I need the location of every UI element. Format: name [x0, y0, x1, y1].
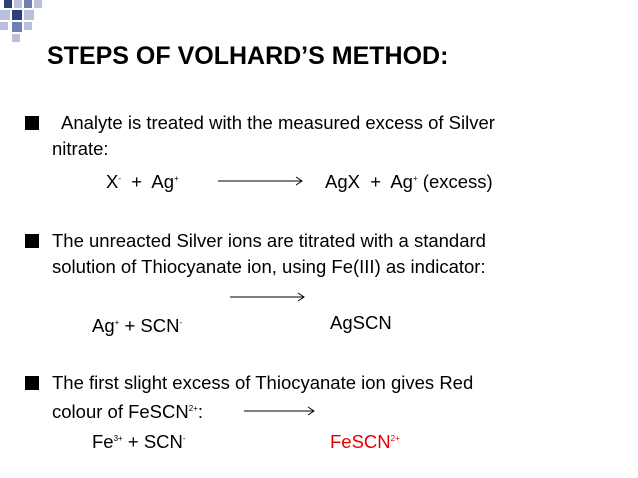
eq1-r2: Ag: [151, 171, 175, 193]
step2-line1: The unreacted Silver ions are titrated with a standard: [52, 230, 486, 251]
reaction-arrow-icon: [242, 406, 318, 416]
equation-2-reactants: [92, 312, 182, 337]
equation-3-reactants: [92, 428, 186, 453]
eq1-plus: +: [131, 171, 143, 193]
eq2-r1-charge: +: [114, 318, 120, 327]
step2-line2: solution of Thiocyanate ion, using Fe(III) as indicator:: [52, 256, 486, 277]
step3-line2-colon: :: [197, 401, 204, 423]
eq1-p1: AgX: [325, 171, 360, 193]
step3-line2-text: colour of FeSCN: [52, 401, 189, 423]
eq3-r1: Fe: [92, 431, 114, 453]
eq3-plus: +: [127, 431, 139, 453]
equation-1-products: [325, 168, 493, 193]
equation-1-reactants: [106, 168, 179, 193]
eq3-r1-charge: 3+: [113, 434, 123, 443]
eq1-r2-charge: +: [174, 174, 179, 183]
equation-3-product: [330, 428, 400, 453]
step1-line2: nitrate:: [52, 138, 109, 159]
eq2-r2-charge: -: [179, 318, 183, 327]
eq2-plus: +: [124, 315, 136, 337]
bullet-square-icon: [25, 376, 39, 390]
eq1-p2-charge: +: [412, 174, 418, 183]
eq1-r1: X: [106, 171, 119, 193]
bullet-square-icon: [25, 116, 39, 130]
eq1-p2: Ag: [390, 171, 413, 193]
eq3-p1-charge: 2+: [390, 434, 400, 443]
slide-title: STEPS OF VOLHARD’S METHOD:: [47, 42, 449, 70]
eq3-r2: SCN: [143, 431, 183, 453]
eq3-r2-charge: -: [182, 434, 186, 443]
reaction-arrow-icon: [216, 176, 306, 186]
eq3-p1: FeSCN: [330, 431, 391, 453]
eq1-plus2: +: [370, 171, 382, 193]
step3-line2-charge: 2+: [188, 404, 198, 413]
eq2-r1: Ag: [92, 315, 115, 337]
step1-line1: Analyte is treated with the measured excess of Silver: [61, 112, 495, 133]
reaction-arrow-icon: [228, 292, 308, 302]
equation-2-product: AgSCN: [330, 312, 392, 333]
step3-line2: [52, 398, 203, 423]
eq1-p2-note: (excess): [422, 171, 493, 193]
step3-line1: The first slight excess of Thiocyanate ion gives Red: [52, 372, 474, 393]
eq1-r1-charge: -: [118, 174, 122, 183]
bullet-square-icon: [25, 234, 39, 248]
eq2-r2: SCN: [140, 315, 180, 337]
